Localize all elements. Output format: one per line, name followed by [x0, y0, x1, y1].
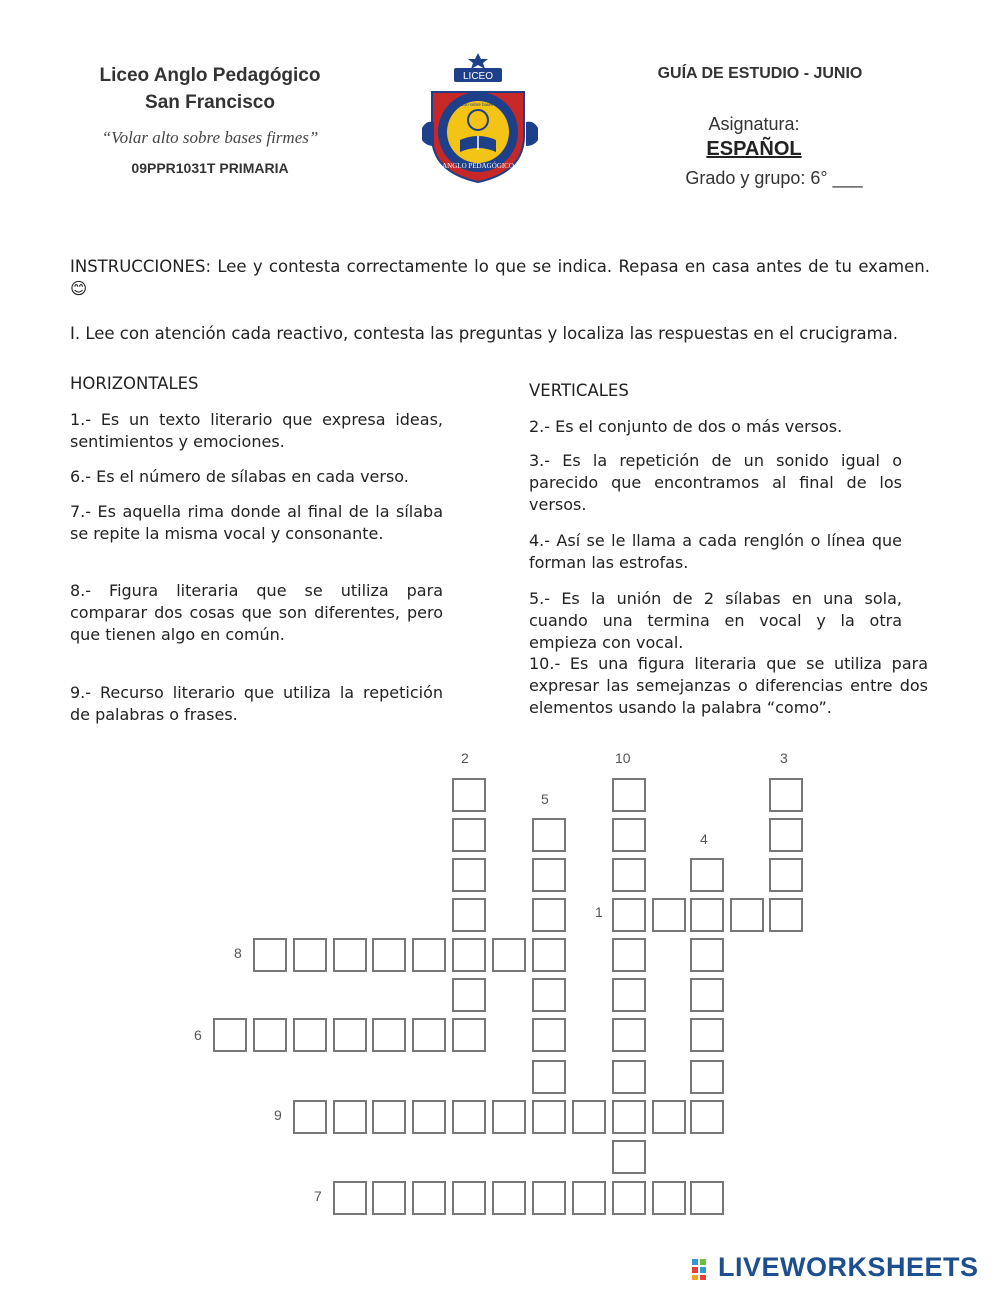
school-code: 09PPR1031T PRIMARIA — [131, 160, 289, 176]
crossword-cell[interactable] — [769, 778, 803, 812]
crossword-cell[interactable] — [612, 1018, 646, 1052]
crossword-cell[interactable] — [532, 1100, 566, 1134]
subject-name: ESPAÑOL — [706, 138, 802, 160]
crossword-cell[interactable] — [492, 1100, 526, 1134]
crossword-cell[interactable] — [452, 1100, 486, 1134]
crossword-number-1: 1 — [595, 904, 603, 920]
crossword-cell[interactable] — [572, 1100, 606, 1134]
crossword-cell[interactable] — [372, 1100, 406, 1134]
crossword-cell[interactable] — [612, 898, 646, 932]
logo-inner-text: Volar alto sobre bases firmes — [449, 103, 507, 108]
crossword-cell[interactable] — [652, 1181, 686, 1215]
crossword-cell[interactable] — [452, 858, 486, 892]
crossword-number-10: 10 — [615, 750, 631, 766]
crossword-cell[interactable] — [452, 1181, 486, 1215]
crossword-cell[interactable] — [532, 898, 566, 932]
school-campus: San Francisco — [145, 92, 275, 113]
clue-v3: 3.- Es la repetición de un sonido igual o parecido que encontramos al final de los versos. — [529, 451, 902, 514]
crossword-cell[interactable] — [690, 978, 724, 1012]
logo-top-text: LICEO — [462, 71, 494, 82]
crossword-cell[interactable] — [333, 1181, 367, 1215]
crossword-cell[interactable] — [612, 938, 646, 972]
crossword-cell[interactable] — [452, 898, 486, 932]
crossword-cell[interactable] — [452, 818, 486, 852]
crossword-cell[interactable] — [690, 858, 724, 892]
crossword-number-8: 8 — [234, 945, 242, 961]
crossword-cell[interactable] — [293, 1018, 327, 1052]
crossword-cell[interactable] — [612, 1100, 646, 1134]
clue-v4: 4.- Así se le llama a cada renglón o línea que forman las estrofas. — [529, 531, 902, 572]
subject-label: Asignatura: — [708, 114, 800, 134]
crossword-cell[interactable] — [333, 1018, 367, 1052]
clue-h7: 7.- Es aquella rima donde al final de la sílaba se repite la misma vocal y consonante. — [70, 502, 443, 543]
school-name: Liceo Anglo Pedagógico — [99, 65, 321, 86]
clue-v10: 10.- Es una figura literaria que se utiliza para expresar las semejanzas o diferencias entre dos elementos usando la palabra “como”. — [529, 654, 928, 717]
crossword-cell[interactable] — [452, 938, 486, 972]
crossword-cell[interactable] — [333, 938, 367, 972]
crossword-cell[interactable] — [532, 978, 566, 1012]
crossword-cell[interactable] — [690, 1181, 724, 1215]
verticales-title: VERTICALES — [529, 381, 629, 400]
crossword-cell[interactable] — [492, 1181, 526, 1215]
crossword-cell[interactable] — [532, 858, 566, 892]
crossword-cell[interactable] — [452, 978, 486, 1012]
crossword-cell[interactable] — [293, 1100, 327, 1134]
crossword-cell[interactable] — [769, 818, 803, 852]
crossword-cell[interactable] — [690, 1100, 724, 1134]
crossword-cell[interactable] — [412, 1100, 446, 1134]
crossword-cell[interactable] — [612, 978, 646, 1012]
crossword-cell[interactable] — [412, 938, 446, 972]
crossword-cell[interactable] — [572, 1181, 606, 1215]
crossword-cell[interactable] — [372, 1181, 406, 1215]
clue-h8: 8.- Figura literaria que se utiliza para comparar dos cosas que son diferentes, pero que tienen algo en común. — [70, 581, 443, 644]
crossword-number-6: 6 — [194, 1027, 202, 1043]
crossword-cell[interactable] — [612, 1060, 646, 1094]
guide-title: GUÍA DE ESTUDIO - JUNIO — [657, 65, 863, 82]
crossword-cell[interactable] — [690, 938, 724, 972]
crossword-cell[interactable] — [652, 898, 686, 932]
crossword-cell[interactable] — [372, 938, 406, 972]
horizontales-title: HORIZONTALES — [70, 374, 199, 393]
instructions: INSTRUCCIONES: Lee y contesta correctamente lo que se indica. Repasa en casa antes de tu examen. 😊 — [70, 257, 930, 298]
crossword-cell[interactable] — [532, 1018, 566, 1052]
section-one-instruction: I. Lee con atención cada reactivo, contesta las preguntas y localiza las respuestas en el crucigrama. — [70, 324, 899, 343]
crossword-number-3: 3 — [780, 750, 788, 766]
liveworksheets-brand: LIVEWORKSHEETS — [718, 1252, 979, 1282]
crossword-cell[interactable] — [612, 1140, 646, 1174]
clue-h9: 9.- Recurso literario que utiliza la repetición de palabras o frases. — [70, 683, 443, 724]
crossword-cell[interactable] — [612, 818, 646, 852]
crossword-cell[interactable] — [612, 1181, 646, 1215]
crossword-cell[interactable] — [652, 1100, 686, 1134]
crossword-cell[interactable] — [293, 938, 327, 972]
crossword-cell[interactable] — [612, 858, 646, 892]
crossword-number-7: 7 — [314, 1188, 322, 1204]
crossword-number-4: 4 — [700, 831, 708, 847]
clue-v5: 5.- Es la unión de 2 sílabas en una sola, cuando una termina en vocal y la otra empieza con vocal. — [529, 589, 902, 652]
crossword-cell[interactable] — [213, 1018, 247, 1052]
logo-ring-text: ANGLO PEDAGÓGICO — [442, 162, 514, 170]
crossword-cell[interactable] — [532, 1060, 566, 1094]
clue-h6: 6.- Es el número de sílabas en cada verso. — [70, 467, 409, 486]
crossword-cell[interactable] — [769, 858, 803, 892]
crossword-cell[interactable] — [333, 1100, 367, 1134]
clue-h1: 1.- Es un texto literario que expresa ideas, sentimientos y emociones. — [70, 410, 443, 451]
school-motto: “Volar alto sobre bases firmes” — [101, 128, 319, 147]
crossword-cell[interactable] — [253, 1018, 287, 1052]
crossword-cell[interactable] — [452, 1018, 486, 1052]
crossword-number-5: 5 — [541, 791, 549, 807]
grade-group: Grado y grupo: 6° ___ — [685, 168, 863, 188]
crossword-cell[interactable] — [612, 778, 646, 812]
crossword-number-9: 9 — [274, 1107, 282, 1123]
crossword-cell[interactable] — [253, 938, 287, 972]
crossword-cell[interactable] — [532, 818, 566, 852]
crossword-cell[interactable] — [690, 1018, 724, 1052]
crossword-cell[interactable] — [690, 898, 724, 932]
crossword-cell[interactable] — [412, 1181, 446, 1215]
crossword-cell[interactable] — [690, 1060, 724, 1094]
clue-v2: 2.- Es el conjunto de dos o más versos. — [529, 417, 843, 436]
crossword-cell[interactable] — [730, 898, 764, 932]
crossword-cell[interactable] — [769, 898, 803, 932]
crossword-cell[interactable] — [532, 1181, 566, 1215]
liveworksheets-logo-icon — [690, 1257, 718, 1281]
crossword-cell[interactable] — [492, 938, 526, 972]
crossword-cell[interactable] — [372, 1018, 406, 1052]
crossword-cell[interactable] — [452, 778, 486, 812]
crossword-cell[interactable] — [412, 1018, 446, 1052]
crossword-number-2: 2 — [461, 750, 469, 766]
crossword-cell[interactable] — [532, 938, 566, 972]
